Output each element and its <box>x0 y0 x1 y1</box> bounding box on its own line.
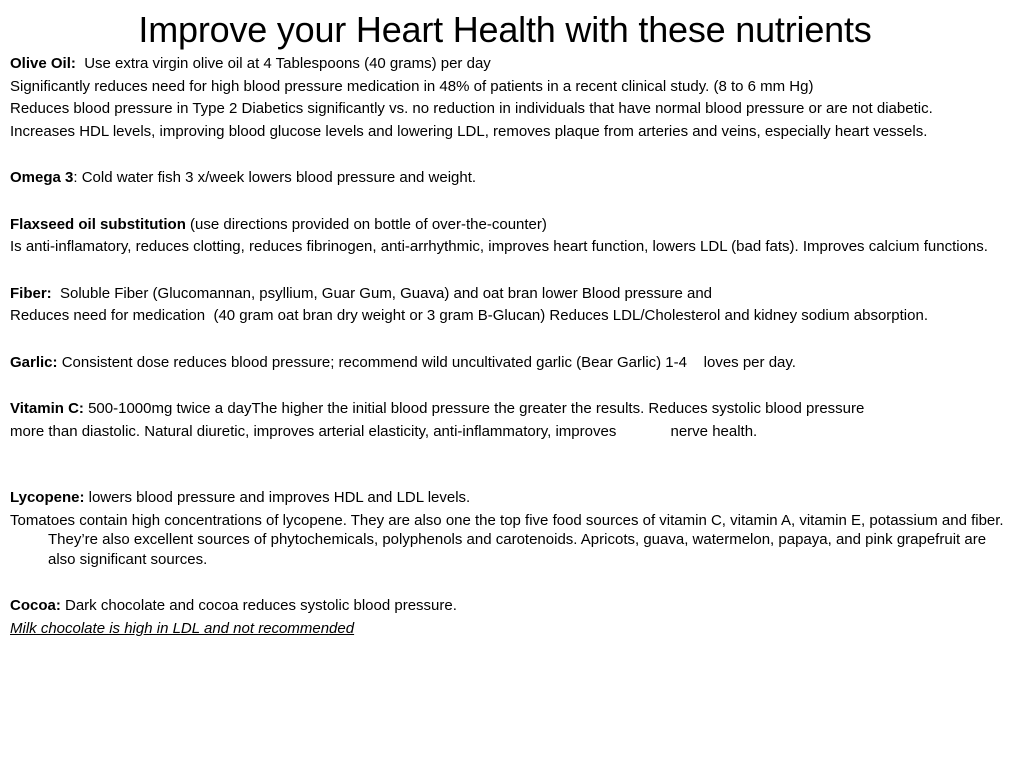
garlic-text: Consistent dose reduces blood pressure; recommend wild uncultivated garlic (Bear Garlic) 1-4 loves per day. <box>57 353 796 371</box>
omega3-paragraph <box>10 168 1016 188</box>
flaxseed-point-1: Is anti-inflamatory, reduces clotting, reduces fibrinogen, anti-arrhythmic, improves heart function, lowers LDL (bad fats). Improves calcium functions. <box>10 238 988 255</box>
flaxseed-label: Flaxseed oil substitution <box>10 215 186 233</box>
cocoa-note <box>10 619 1016 639</box>
omega3-text: : Cold water fish 3 x/week lowers blood pressure and weight. <box>73 169 477 186</box>
olive-oil-point-2: Reduces blood pressure in Type 2 Diabetics significantly vs. no reduction in individuals that have normal blood pressure or are not diabetic. <box>10 100 933 117</box>
vitamin-c-heading <box>10 399 1016 419</box>
flaxseed-intro: (use directions provided on bottle of over-the-counter) <box>185 215 547 233</box>
olive-oil-point-1: Significantly reduces need for high blood pressure medication in 48% of patients in a recent clinical study. (8 to 6 mm Hg) <box>10 77 814 95</box>
lycopene-intro: lowers blood pressure and improves HDL and LDL levels. <box>84 489 471 506</box>
olive-oil-point-3: Increases HDL levels, improving blood glucose levels and lowering LDL, removes plaque from arteries and veins, especially heart vessels. <box>10 122 928 140</box>
cocoa-label: Cocoa: <box>10 597 61 614</box>
lycopene-point-1: Tomatoes contain high concentrations of lycopene. They are also one the top five food sources of vitamin C, vitamin A, vitamin E, potassium and fiber. They’re also excellent sources of phytochemicals, polyphenols and carotenoids. Apricots, guava, watermelon, papaya, and pink grapefruit are also significant sources. <box>10 511 1004 568</box>
cocoa-intro: Dark chocolate and cocoa reduces systolic blood pressure. <box>60 597 457 614</box>
lycopene-heading <box>10 488 1016 508</box>
omega3-label: Omega 3 <box>10 169 74 186</box>
fiber-heading <box>10 284 1016 304</box>
vitamin-c-intro: 500-1000mg twice a dayThe higher the initial blood pressure the greater the results. Reduces systolic blood pressure <box>83 400 865 417</box>
lycopene-label: Lycopene: <box>10 489 85 506</box>
olive-oil-intro: Use extra virgin olive oil at 4 Tablespoons (40 grams) per day <box>75 55 491 72</box>
garlic-label: Garlic: <box>10 353 58 371</box>
fiber-point-1: Reduces need for medication (40 gram oat bran dry weight or 3 gram B-Glucan) Reduces LDL/Cholesterol and kidney sodium absorption. <box>10 307 928 324</box>
cocoa-heading <box>10 596 1016 616</box>
slide-body <box>10 54 1016 641</box>
olive-oil-heading <box>10 54 1016 74</box>
slide-title: Improve your Heart Health with these nutrients <box>138 9 872 50</box>
cocoa-note-text: Milk chocolate is high in LDL and not recommended <box>10 619 355 637</box>
fiber-label: Fiber: <box>10 284 52 302</box>
olive-oil-label: Olive Oil: <box>10 55 76 72</box>
flaxseed-heading <box>10 215 1016 235</box>
fiber-intro: Soluble Fiber (Glucomannan, psyllium, Guar Gum, Guava) and oat bran lower Blood pressure and <box>51 284 713 302</box>
garlic-paragraph <box>10 353 1016 373</box>
vitamin-c-point-1: more than diastolic. Natural diuretic, improves arterial elasticity, anti-inflammatory, improves nerve health. <box>10 422 758 440</box>
vitamin-c-label: Vitamin C: <box>10 400 84 417</box>
